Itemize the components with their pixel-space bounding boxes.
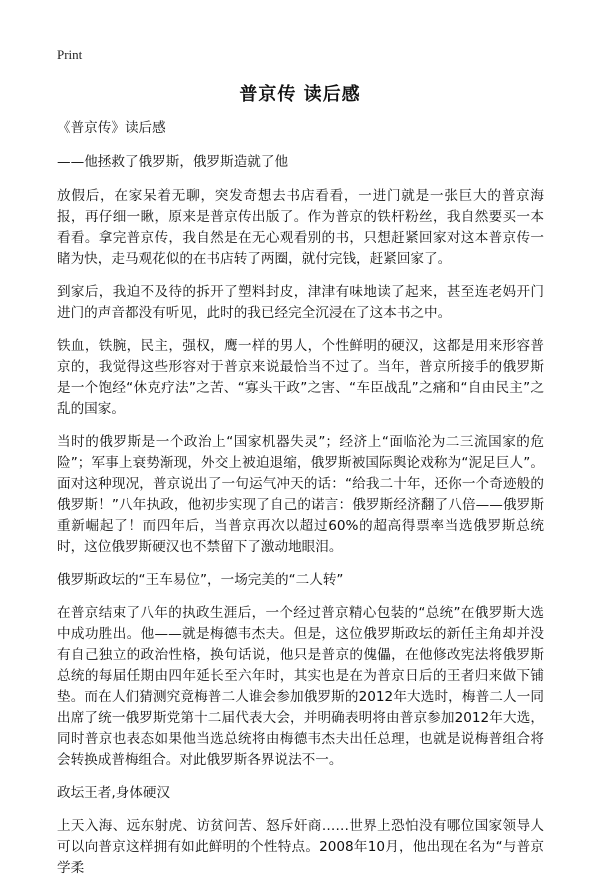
paragraph-2: 到家后，我迫不及待的拆开了塑料封皮，津津有味地读了起来，甚至连老妈开门进门的声音都没有听见，此时的我已经完全沉浸在了这本书之中。 xyxy=(57,284,544,321)
subtitle-line-2: ——他拯救了俄罗斯，俄罗斯造就了他 xyxy=(57,154,289,170)
article-body xyxy=(57,118,544,891)
paragraph-4: 当时的俄罗斯是一个政治上“国家机器失灵”；经济上“面临沦为二三流国家的危险”；军事上衰势渐现，外交上被迫退缩，俄罗斯被国际舆论戏称为“泥足巨人”。面对这种现况，普京说出了一句运气冲天的话：“给我二十年，还你一个奇迹般的俄罗斯！”八年执政，他初步实现了自己的诺言：俄罗斯经济翻了八倍——俄罗斯重新崛起了！而四年后，当普京再次以超过60%的超高得票率当选俄罗斯总统时，这位俄罗斯硬汉也不禁留下了激动地眼泪。 xyxy=(57,434,544,555)
section-heading-2: 政坛王者,身体硬汉 xyxy=(57,785,171,801)
paragraph-6: 上天入海、远东射虎、访贫问苦、怒斥奸商……世界上恐怕没有哪位国家领导人可以向普京这样拥有如此鲜明的个性特点。2008年10月，他出现在名为“与普京学柔 xyxy=(57,818,544,876)
print-label: Print xyxy=(57,47,83,62)
article-title: 普京传 读后感 xyxy=(239,84,361,105)
section-heading-1: 俄罗斯政坛的“王车易位”，一场完美的“二人转” xyxy=(57,572,344,588)
paragraph-5: 在普京结束了八年的执政生涯后，一个经过普京精心包装的“总统”在俄罗斯大选中成功胜出。他——就是梅德韦杰夫。但是，这位俄罗斯政坛的新任主角却并没有自己独立的政治性格，换句话说，他只是普京的傀儡，在他修改宪法将俄罗斯总统的每届任期由四年延长至六年时，其实也是在为普京日后的王者归来做下铺垫。而在人们猜测究竟梅普二人谁会参加俄罗斯的2012年大选时，梅普二人一同出席了统一俄罗斯党第十二届代表大会，并明确表明将由普京参加2012年大选，同时普京也表态如果他当选总统将由梅德韦杰夫出任总理，也就是说梅普组合将会转换成普梅组合。对此俄罗斯各界说法不一。 xyxy=(57,605,544,768)
paragraph-1: 放假后，在家呆着无聊，突发奇想去书店看看，一进门就是一张巨大的普京海报，再仔细一瞅，原来是普京传出版了。作为普京的铁杆粉丝，我自然要买一本看看。拿完普京传，我自然是在无心观看别的书，只想赶紧回家对这本普京传一睹为快，走马观花似的在书店转了两圈，就付完钱，赶紧回家了。 xyxy=(57,188,544,267)
paragraph-3: 铁血，铁腕，民主，强权，鹰一样的男人，个性鲜明的硬汉，这都是用来形容普京的，我觉得这些形容对于普京来说最恰当不过了。当年，普京所接手的俄罗斯是一个饱经“休克疗法”之苦、“寡头干政”之害、“车臣战乱”之痛和“自由民主”之乱的国家。 xyxy=(57,338,544,417)
subtitle-line-1: 《普京传》读后感 xyxy=(57,120,166,136)
